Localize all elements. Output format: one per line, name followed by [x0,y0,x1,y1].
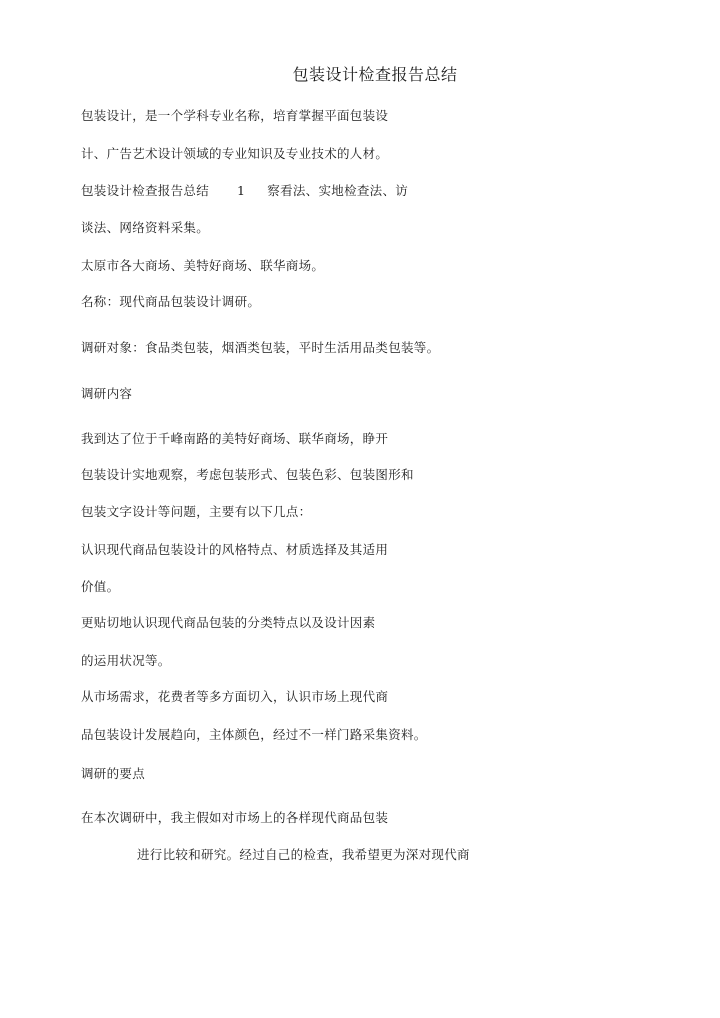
text-line: 调研对象：食品类包装，烟酒类包装，平时生活用品类包装等。 [81,340,440,355]
text-line: 太原市各大商场、美特好商场、联华商场。 [81,258,325,273]
text-segment: 察看法、实地检查法、访 [267,183,409,198]
text-line-indented: 进行比较和研究。经过自己的检查，我希望更为深对现代商 [137,847,470,862]
text-line: 谈法、网络资料采集。 [81,220,210,235]
text-line: 包装设计实地观察，考虑包装形式、包装色彩、包装图形和 [81,467,414,482]
text-line: 在本次调研中，我主假如对市场上的各样现代商品包装 [81,810,389,825]
text-segment: 包装设计检查报告总结 [81,183,210,198]
section-heading: 调研的要点 [81,766,146,781]
text-line: 我到达了位于千峰南路的美特好商场、联华商场，睁开 [81,431,389,446]
text-line: 价值。 [81,579,120,594]
text-line: 计、广告艺术设计领域的专业知识及专业技术的人材。 [81,146,389,161]
text-line: 从市场需求，花费者等多方面切入，认识市场上现代商 [81,689,389,704]
text-line: 的运用状况等。 [81,653,171,668]
text-line: 认识现代商品包装设计的风格特点、材质选择及其适用 [81,542,389,557]
text-line: 更贴切地认识现代商品包装的分类特点以及设计因素 [81,615,376,630]
text-line: 品包装设计发展趋向，主体颜色，经过不一样门路采集资料。 [81,727,427,742]
text-line: 包装设计，是一个学科专业名称，培育掌握平面包装设 [81,108,389,123]
section-heading: 调研内容 [81,386,133,401]
section-number: 1 [237,183,246,198]
text-line-composite [81,181,408,199]
page-title: 包装设计检查报告总结 [292,65,458,84]
text-line: 包装文字设计等问题，主要有以下几点： [81,504,312,519]
text-line: 名称：现代商品包装设计调研。 [81,294,261,309]
